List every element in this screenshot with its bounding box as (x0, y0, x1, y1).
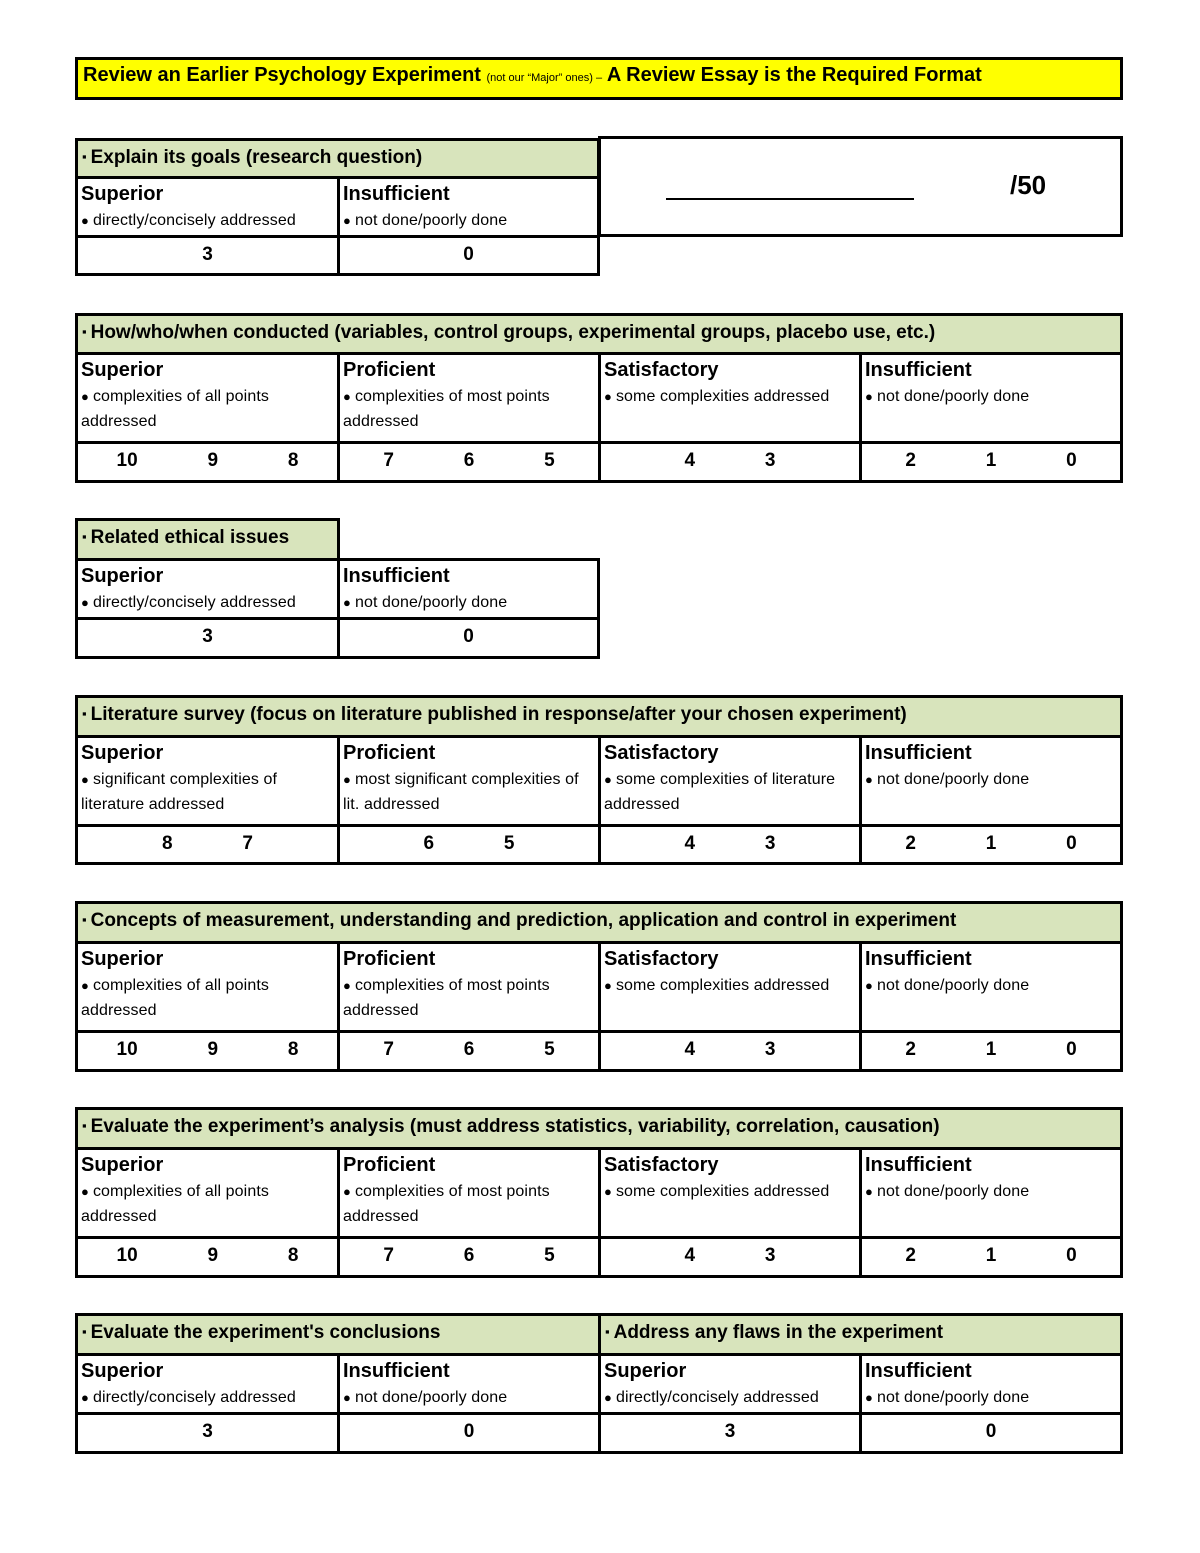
section-header: ▪ Explain its goals (research question) (75, 138, 600, 179)
rubric-cell-proficient: Proficient ● most significant complexities of lit. addressed (337, 735, 601, 827)
rubric-cell-superior: Superior ● directly/concisely addressed (75, 176, 340, 238)
score-cell: 10 9 8 (75, 1236, 340, 1278)
bullet-dot-icon: ● (604, 1390, 612, 1405)
rubric-cell-superior: Superior ● directly/concisely addressed (75, 558, 340, 620)
section-header: ▪ Literature survey (focus on literature published in response/after your chosen experiment) (75, 695, 1123, 738)
bullet-icon: ▪ (82, 324, 87, 339)
score-blank-line (666, 198, 914, 200)
bullet-dot-icon: ● (343, 772, 351, 787)
score-cell: 7 6 5 (337, 441, 601, 483)
bullet-dot-icon: ● (865, 1390, 873, 1405)
score-cell: 3 (598, 1412, 862, 1454)
rubric-cell-superior: Superior ● directly/concisely addressed (75, 1353, 340, 1415)
bullet-icon: ▪ (82, 1118, 87, 1133)
title-suffix: A Review Essay is the Required Format (606, 64, 982, 86)
bullet-dot-icon: ● (81, 595, 89, 610)
score-cell: 0 (859, 1412, 1123, 1454)
rubric-cell-insufficient: Insufficient ● not done/poorly done (859, 941, 1123, 1033)
score-cell: 10 9 8 (75, 1030, 340, 1072)
total-denominator: /50 (1010, 170, 1047, 200)
section-header: ▪ Related ethical issues (75, 518, 340, 561)
bullet-dot-icon: ● (343, 595, 351, 610)
bullet-dot-icon: ● (865, 389, 873, 404)
rubric-cell-insufficient: Insufficient ● not done/poorly done (337, 176, 600, 238)
score-cell: 4 3 (598, 824, 862, 865)
score-cell: 10 9 8 (75, 441, 340, 483)
rubric-cell-superior: Superior ● complexities of all points addressed (75, 352, 340, 444)
rubric-cell-insufficient: Insufficient ● not done/poorly done (859, 735, 1123, 827)
rubric-cell-insufficient: Insufficient ● not done/poorly done (859, 1147, 1123, 1239)
score-cell: 7 6 5 (337, 1030, 601, 1072)
bullet-dot-icon: ● (604, 1184, 612, 1199)
score-cell: 4 3 (598, 1030, 862, 1072)
bullet-dot-icon: ● (343, 978, 351, 993)
rubric-cell-satisfactory: Satisfactory ● some complexities addressed (598, 1147, 862, 1239)
bullet-dot-icon: ● (343, 389, 351, 404)
bullet-dot-icon: ● (81, 772, 89, 787)
bullet-dot-icon: ● (81, 1184, 89, 1199)
score-cell: 7 6 5 (337, 1236, 601, 1278)
rubric-cell-proficient: Proficient ● complexities of most points addressed (337, 1147, 601, 1239)
section-header: ▪ Evaluate the experiment’s analysis (must address statistics, variability, correlation, causation) (75, 1107, 1123, 1150)
score-cell: 0 (337, 235, 600, 276)
title-main: Review an Earlier Psychology Experiment (83, 64, 481, 86)
bullet-dot-icon: ● (865, 772, 873, 787)
rubric-cell-proficient: Proficient ● complexities of most points addressed (337, 352, 601, 444)
bullet-icon: ▪ (82, 149, 87, 164)
title-note: (not our “Major” ones) – (486, 72, 603, 84)
rubric-cell-insufficient: Insufficient ● not done/poorly done (859, 1353, 1123, 1415)
bullet-icon: ▪ (605, 1324, 610, 1339)
rubric-cell-satisfactory: Satisfactory ● some complexities addressed (598, 352, 862, 444)
bullet-dot-icon: ● (604, 389, 612, 404)
rubric-cell-insufficient: Insufficient ● not done/poorly done (859, 352, 1123, 444)
bullet-dot-icon: ● (81, 978, 89, 993)
score-cell: 2 1 0 (859, 1236, 1123, 1278)
score-cell: 4 3 (598, 441, 862, 483)
rubric-cell-superior: Superior ● directly/concisely addressed (598, 1353, 862, 1415)
score-cell: 0 (337, 1412, 601, 1454)
bullet-dot-icon: ● (343, 1390, 351, 1405)
rubric-cell-superior: Superior ● significant complexities of literature addressed (75, 735, 340, 827)
score-cell: 2 1 0 (859, 441, 1123, 483)
rubric-cell-insufficient: Insufficient ● not done/poorly done (337, 1353, 601, 1415)
bullet-dot-icon: ● (81, 389, 89, 404)
bullet-dot-icon: ● (81, 1390, 89, 1405)
rubric-cell-superior: Superior ● complexities of all points addressed (75, 1147, 340, 1239)
bullet-dot-icon: ● (865, 978, 873, 993)
section-header: ▪ Address any flaws in the experiment (598, 1313, 1123, 1356)
bullet-icon: ▪ (82, 529, 87, 544)
score-cell: 2 1 0 (859, 824, 1123, 865)
score-cell: 3 (75, 235, 340, 276)
bullet-dot-icon: ● (343, 1184, 351, 1199)
bullet-dot-icon: ● (81, 213, 89, 228)
bullet-dot-icon: ● (343, 213, 351, 228)
score-cell: 3 (75, 617, 340, 659)
rubric-cell-satisfactory: Satisfactory ● some complexities of literature addressed (598, 735, 862, 827)
section-header: ▪ Evaluate the experiment's conclusions (75, 1313, 601, 1356)
bullet-icon: ▪ (82, 706, 87, 721)
bullet-dot-icon: ● (604, 978, 612, 993)
rubric-cell-superior: Superior ● complexities of all points addressed (75, 941, 340, 1033)
bullet-dot-icon: ● (865, 1184, 873, 1199)
section-header: ▪ How/who/when conducted (variables, control groups, experimental groups, placebo use, etc.) (75, 313, 1123, 355)
bullet-dot-icon: ● (604, 772, 612, 787)
bullet-icon: ▪ (82, 1324, 87, 1339)
score-cell: 2 1 0 (859, 1030, 1123, 1072)
rubric-cell-proficient: Proficient ● complexities of most points addressed (337, 941, 601, 1033)
score-cell: 8 7 (75, 824, 340, 865)
score-cell: 3 (75, 1412, 340, 1454)
page-title (75, 57, 1123, 100)
score-cell: 4 3 (598, 1236, 862, 1278)
rubric-cell-insufficient: Insufficient ● not done/poorly done (337, 558, 600, 620)
score-cell: 6 5 (337, 824, 601, 865)
bullet-icon: ▪ (82, 912, 87, 927)
rubric-cell-satisfactory: Satisfactory ● some complexities addressed (598, 941, 862, 1033)
score-cell: 0 (337, 617, 600, 659)
section-header: ▪ Concepts of measurement, understanding and prediction, application and control in experiment (75, 901, 1123, 944)
